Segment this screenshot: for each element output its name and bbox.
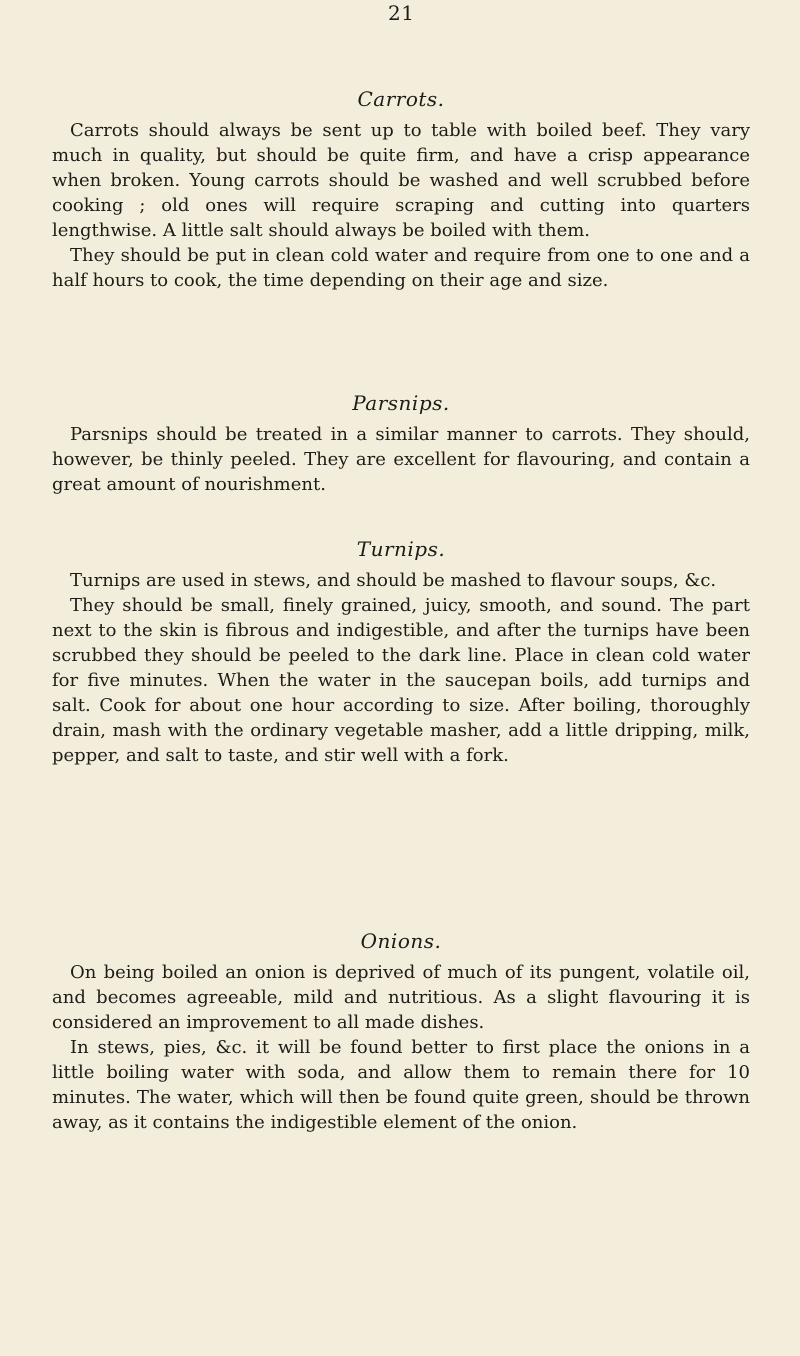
paragraph: They should be put in clean cold water and require from one to one and a half hours to cook, the time depending on their age and size.: [52, 245, 750, 291]
section-onions: [52, 928, 750, 1135]
section-heading: Parsnips.: [352, 391, 450, 415]
paragraph: In stews, pies, &c. it will be found better to first place the onions in a little boiling water with soda, and allow them to remain there for 10 minutes. The water, which will then be found quite green, should be thrown away, as it contains the indigestible element of the onion.: [52, 1037, 750, 1133]
paragraph: Turnips are used in stews, and should be mashed to flavour soups, &c.: [70, 570, 717, 591]
paragraph: Carrots should always be sent up to table with boiled beef. They vary much in quality, but should be quite firm, and have a crisp appearance when broken. Young carrots should be washed and well scrubbed before cooking ; old ones will require scraping and cutting into quarters lengthwise. A little salt should always be boiled with them.: [52, 120, 750, 241]
paragraph: They should be small, finely grained, juicy, smooth, and sound. The part next to the skin is fibrous and indigestible, and after the turnips have been scrubbed they should be peeled to the dark line. Place in clean cold water for five minutes. When the water in the saucepan boils, add turnips and salt. Cook for about one hour according to size. After boiling, thoroughly drain, mash with the ordinary vegetable masher, add a little dripping, milk, pepper, and salt to taste, and stir well with a fork.: [52, 595, 750, 766]
paragraph: Parsnips should be treated in a similar manner to carrots. They should, however, be thinly peeled. They are excellent for flavouring, and contain a great amount of nourishment.: [52, 424, 750, 495]
section-heading: Turnips.: [356, 537, 446, 561]
section-parsnips: [52, 390, 750, 497]
section-carrots: [52, 86, 750, 293]
page-number: 21: [388, 1, 415, 25]
section-heading: Onions.: [360, 929, 442, 953]
paragraph: On being boiled an onion is deprived of much of its pungent, volatile oil, and becomes agreeable, mild and nutritious. As a slight flavouring it is considered an improvement to all made dishes.: [52, 962, 750, 1033]
section-heading: Carrots.: [357, 87, 445, 111]
section-turnips: [52, 536, 750, 768]
